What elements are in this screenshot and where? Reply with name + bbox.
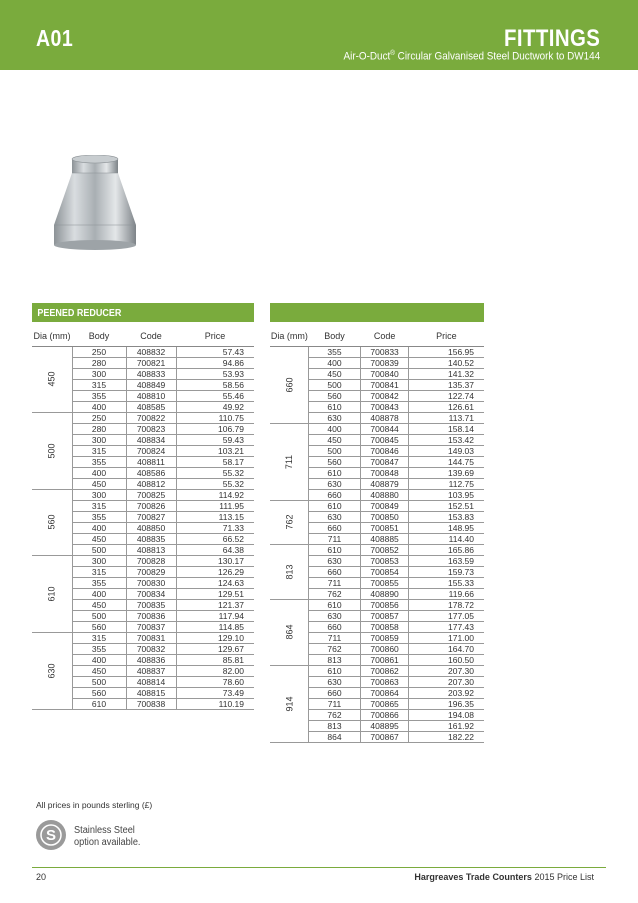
- table-row: [32, 412, 254, 423]
- page-title: FITTINGS: [503, 25, 600, 52]
- body-cell: 762: [309, 643, 361, 654]
- price-cell: 159.73: [409, 566, 484, 577]
- body-cell: 560: [309, 456, 361, 467]
- dia-label: 864: [284, 624, 295, 640]
- price-cell: 129.10: [176, 632, 254, 643]
- price-cell: 111.95: [176, 500, 254, 511]
- code-cell: 700855: [360, 577, 409, 588]
- page-subtitle: [343, 50, 600, 63]
- body-cell: 711: [309, 533, 361, 544]
- table-row: [270, 346, 484, 357]
- code-cell: 408832: [126, 346, 176, 357]
- price-cell: 207.30: [409, 676, 484, 687]
- price-cell: 177.43: [409, 621, 484, 632]
- code-cell: 700862: [360, 665, 409, 676]
- body-cell: 355: [72, 577, 126, 588]
- price-cell: 66.52: [176, 533, 254, 544]
- code-cell: 700842: [360, 390, 409, 401]
- body-cell: 450: [309, 434, 361, 445]
- price-cell: 163.59: [409, 555, 484, 566]
- price-cell: 140.52: [409, 357, 484, 368]
- price-cell: 178.72: [409, 599, 484, 610]
- body-cell: 280: [72, 423, 126, 434]
- table-row: [32, 555, 254, 566]
- body-cell: 450: [72, 478, 126, 489]
- code-cell: 700840: [360, 368, 409, 379]
- body-cell: 610: [72, 698, 126, 709]
- dia-label: 500: [46, 442, 57, 459]
- price-cell: 106.79: [176, 423, 254, 434]
- code-cell: 700841: [360, 379, 409, 390]
- price-cell: 155.33: [409, 577, 484, 588]
- code-cell: 408879: [360, 478, 409, 489]
- price-cell: 55.32: [176, 478, 254, 489]
- price-cell: 182.22: [409, 731, 484, 742]
- code-cell: 700831: [126, 632, 176, 643]
- body-cell: 315: [72, 566, 126, 577]
- body-cell: 300: [72, 368, 126, 379]
- code-cell: 700835: [126, 599, 176, 610]
- code-cell: 408813: [126, 544, 176, 555]
- body-cell: 300: [72, 555, 126, 566]
- price-cell: 141.32: [409, 368, 484, 379]
- code-cell: 408890: [360, 588, 409, 599]
- price-cell: 53.93: [176, 368, 254, 379]
- code-cell: 408849: [126, 379, 176, 390]
- price-cell: 148.95: [409, 522, 484, 533]
- code-cell: 700857: [360, 610, 409, 621]
- body-cell: 560: [72, 687, 126, 698]
- dia-cell: [270, 500, 309, 544]
- dia-label: 450: [46, 371, 57, 387]
- price-cell: 124.63: [176, 577, 254, 588]
- price-cell: 82.00: [176, 665, 254, 676]
- code-cell: 408837: [126, 665, 176, 676]
- code-cell: 700845: [360, 434, 409, 445]
- price-cell: 177.05: [409, 610, 484, 621]
- price-cell: 161.92: [409, 720, 484, 731]
- code-cell: 700827: [126, 511, 176, 522]
- body-cell: 813: [309, 654, 361, 665]
- dia-cell: [270, 544, 309, 599]
- price-cell: 113.15: [176, 511, 254, 522]
- section-title-bar: [32, 303, 254, 322]
- code-cell: 700864: [360, 687, 409, 698]
- price-cell: 113.71: [409, 412, 484, 423]
- dia-cell: [270, 423, 309, 500]
- price-cell: 59.43: [176, 434, 254, 445]
- body-cell: 864: [309, 731, 361, 742]
- body-cell: 630: [309, 412, 361, 423]
- body-cell: 660: [309, 566, 361, 577]
- price-cell: 126.61: [409, 401, 484, 412]
- price-cell: 121.37: [176, 599, 254, 610]
- price-cell: 135.37: [409, 379, 484, 390]
- code-cell: 700860: [360, 643, 409, 654]
- price-cell: 126.29: [176, 566, 254, 577]
- code-cell: 408878: [360, 412, 409, 423]
- price-cell: 55.46: [176, 390, 254, 401]
- code-cell: 408811: [126, 456, 176, 467]
- price-cell: 196.35: [409, 698, 484, 709]
- price-cell: 194.08: [409, 709, 484, 720]
- code-cell: 700863: [360, 676, 409, 687]
- table-row: [270, 500, 484, 511]
- stainless-line1: Stainless Steel: [74, 825, 135, 836]
- col-body: Body: [72, 326, 126, 346]
- code-cell: 700837: [126, 621, 176, 632]
- code-cell: 408850: [126, 522, 176, 533]
- body-cell: 315: [72, 379, 126, 390]
- code-cell: 700839: [360, 357, 409, 368]
- col-body: Body: [309, 326, 361, 346]
- dia-cell: [270, 599, 309, 665]
- price-cell: 94.86: [176, 357, 254, 368]
- code-cell: 700833: [360, 346, 409, 357]
- price-cell: 55.32: [176, 467, 254, 478]
- footer-brand-name: Hargreaves Trade Counters: [414, 872, 532, 882]
- price-cell: 153.83: [409, 511, 484, 522]
- price-table-left: [32, 326, 254, 710]
- col-dia: Dia (mm): [270, 326, 309, 346]
- body-cell: 630: [309, 610, 361, 621]
- col-code: Code: [360, 326, 409, 346]
- body-cell: 400: [72, 654, 126, 665]
- body-cell: 711: [309, 577, 361, 588]
- price-cell: 57.43: [176, 346, 254, 357]
- body-cell: 355: [309, 346, 361, 357]
- body-cell: 630: [309, 555, 361, 566]
- price-cell: 110.19: [176, 698, 254, 709]
- body-cell: 610: [309, 544, 361, 555]
- price-cell: 164.70: [409, 643, 484, 654]
- body-cell: 400: [72, 588, 126, 599]
- dia-cell: [32, 412, 72, 489]
- dia-label: 813: [284, 563, 295, 580]
- body-cell: 560: [309, 390, 361, 401]
- body-cell: 711: [309, 698, 361, 709]
- section-title-bar-right: [270, 303, 484, 322]
- body-cell: 400: [309, 357, 361, 368]
- reducer-product-image: [50, 155, 140, 255]
- dia-label: 762: [284, 514, 295, 530]
- code-cell: 700850: [360, 511, 409, 522]
- currency-note: All prices in pounds sterling (£): [36, 800, 153, 810]
- section-title: PEENED REDUCER: [37, 308, 122, 319]
- price-cell: 58.56: [176, 379, 254, 390]
- footer-suffix: 2015 Price List: [531, 872, 594, 882]
- price-cell: 64.38: [176, 544, 254, 555]
- subtitle-brand: Air-O-Duct: [343, 50, 391, 63]
- code-cell: 700821: [126, 357, 176, 368]
- dia-label: 660: [284, 376, 295, 393]
- section-code: A01: [36, 25, 74, 51]
- code-cell: 700830: [126, 577, 176, 588]
- body-cell: 400: [309, 423, 361, 434]
- body-cell: 400: [72, 522, 126, 533]
- price-cell: 110.75: [176, 412, 254, 423]
- price-cell: 139.69: [409, 467, 484, 478]
- subtitle-text: Circular Galvanised Steel Ductwork to DW144: [394, 50, 600, 63]
- code-cell: 700828: [126, 555, 176, 566]
- price-cell: 103.21: [176, 445, 254, 456]
- price-cell: 117.94: [176, 610, 254, 621]
- dia-label: 610: [46, 585, 57, 602]
- code-cell: 700867: [360, 731, 409, 742]
- dia-cell: [270, 665, 309, 742]
- code-cell: 700836: [126, 610, 176, 621]
- code-cell: 408834: [126, 434, 176, 445]
- body-cell: 280: [72, 357, 126, 368]
- price-cell: 156.95: [409, 346, 484, 357]
- code-cell: 408895: [360, 720, 409, 731]
- body-cell: 355: [72, 456, 126, 467]
- body-cell: 500: [72, 676, 126, 687]
- body-cell: 610: [309, 401, 361, 412]
- price-cell: 114.85: [176, 621, 254, 632]
- code-cell: 700824: [126, 445, 176, 456]
- body-cell: 630: [309, 511, 361, 522]
- body-cell: 300: [72, 434, 126, 445]
- page-number: 20: [36, 872, 47, 882]
- code-cell: 408836: [126, 654, 176, 665]
- body-cell: 610: [309, 467, 361, 478]
- price-cell: 71.33: [176, 522, 254, 533]
- body-cell: 500: [72, 610, 126, 621]
- code-cell: 700823: [126, 423, 176, 434]
- code-cell: 700858: [360, 621, 409, 632]
- price-table-right: [270, 326, 484, 743]
- price-cell: 149.03: [409, 445, 484, 456]
- body-cell: 762: [309, 709, 361, 720]
- code-cell: 408885: [360, 533, 409, 544]
- code-cell: 408880: [360, 489, 409, 500]
- price-cell: 112.75: [409, 478, 484, 489]
- table-row: [32, 489, 254, 500]
- price-cell: 103.95: [409, 489, 484, 500]
- body-cell: 400: [72, 467, 126, 478]
- code-cell: 700849: [360, 500, 409, 511]
- code-cell: 700866: [360, 709, 409, 720]
- code-cell: 700851: [360, 522, 409, 533]
- code-cell: 408833: [126, 368, 176, 379]
- body-cell: 355: [72, 390, 126, 401]
- price-cell: 129.67: [176, 643, 254, 654]
- footer-divider: [32, 867, 606, 868]
- body-cell: 450: [309, 368, 361, 379]
- body-cell: 711: [309, 632, 361, 643]
- body-cell: 400: [72, 401, 126, 412]
- svg-text:S: S: [45, 827, 57, 844]
- body-cell: 315: [72, 632, 126, 643]
- stainless-steel-s-icon: [36, 820, 66, 850]
- code-cell: 700865: [360, 698, 409, 709]
- price-cell: 153.42: [409, 434, 484, 445]
- price-cell: 78.60: [176, 676, 254, 687]
- body-cell: 610: [309, 599, 361, 610]
- table-row: [270, 423, 484, 434]
- body-cell: 500: [309, 445, 361, 456]
- code-cell: 700854: [360, 566, 409, 577]
- code-cell: 408814: [126, 676, 176, 687]
- body-cell: 500: [309, 379, 361, 390]
- body-cell: 762: [309, 588, 361, 599]
- code-cell: 700838: [126, 698, 176, 709]
- code-cell: 408835: [126, 533, 176, 544]
- price-cell: 114.92: [176, 489, 254, 500]
- price-cell: 85.81: [176, 654, 254, 665]
- price-cell: 49.92: [176, 401, 254, 412]
- body-cell: 610: [309, 500, 361, 511]
- code-cell: 700829: [126, 566, 176, 577]
- code-cell: 408585: [126, 401, 176, 412]
- dia-cell: [32, 555, 72, 632]
- body-cell: 355: [72, 643, 126, 654]
- body-cell: 660: [309, 687, 361, 698]
- body-cell: 250: [72, 412, 126, 423]
- body-cell: 500: [72, 544, 126, 555]
- price-cell: 203.92: [409, 687, 484, 698]
- price-cell: 58.17: [176, 456, 254, 467]
- code-cell: 700825: [126, 489, 176, 500]
- code-cell: 408815: [126, 687, 176, 698]
- body-cell: 300: [72, 489, 126, 500]
- body-cell: 250: [72, 346, 126, 357]
- body-cell: 450: [72, 533, 126, 544]
- footer-brand: [414, 872, 594, 882]
- col-price: Price: [409, 326, 484, 346]
- stainless-option-text: [74, 825, 148, 849]
- body-cell: 610: [309, 665, 361, 676]
- code-cell: 700844: [360, 423, 409, 434]
- code-cell: 700848: [360, 467, 409, 478]
- price-cell: 152.51: [409, 500, 484, 511]
- table-row: [270, 544, 484, 555]
- registered-mark: ®: [390, 50, 395, 57]
- stainless-line2: option available.: [74, 837, 141, 848]
- code-cell: 700861: [360, 654, 409, 665]
- code-cell: 700852: [360, 544, 409, 555]
- body-cell: 315: [72, 445, 126, 456]
- body-cell: 315: [72, 500, 126, 511]
- body-cell: 660: [309, 522, 361, 533]
- code-cell: 700843: [360, 401, 409, 412]
- dia-cell: [32, 346, 72, 412]
- code-cell: 408810: [126, 390, 176, 401]
- body-cell: 630: [309, 478, 361, 489]
- price-cell: 144.75: [409, 456, 484, 467]
- code-cell: 700859: [360, 632, 409, 643]
- col-dia: Dia (mm): [32, 326, 72, 346]
- code-cell: 700832: [126, 643, 176, 654]
- code-cell: 700822: [126, 412, 176, 423]
- price-cell: 165.86: [409, 544, 484, 555]
- code-cell: 408812: [126, 478, 176, 489]
- body-cell: 630: [309, 676, 361, 687]
- body-cell: 450: [72, 599, 126, 610]
- price-cell: 207.30: [409, 665, 484, 676]
- price-cell: 122.74: [409, 390, 484, 401]
- body-cell: 560: [72, 621, 126, 632]
- body-cell: 660: [309, 489, 361, 500]
- dia-label: 914: [284, 695, 295, 712]
- col-price: Price: [176, 326, 254, 346]
- body-cell: 813: [309, 720, 361, 731]
- code-cell: 700856: [360, 599, 409, 610]
- table-row: [270, 665, 484, 676]
- table-row: [32, 346, 254, 357]
- price-cell: 130.17: [176, 555, 254, 566]
- col-code: Code: [126, 326, 176, 346]
- dia-cell: [32, 489, 72, 555]
- dia-cell: [270, 346, 309, 423]
- table-row: [32, 632, 254, 643]
- code-cell: 700847: [360, 456, 409, 467]
- dia-label: 560: [46, 514, 57, 530]
- price-cell: 158.14: [409, 423, 484, 434]
- dia-label: 711: [284, 454, 295, 469]
- price-cell: 114.40: [409, 533, 484, 544]
- code-cell: 700846: [360, 445, 409, 456]
- body-cell: 355: [72, 511, 126, 522]
- page-header: [0, 0, 638, 70]
- price-cell: 73.49: [176, 687, 254, 698]
- code-cell: 700826: [126, 500, 176, 511]
- code-cell: 700834: [126, 588, 176, 599]
- code-cell: 408586: [126, 467, 176, 478]
- code-cell: 700853: [360, 555, 409, 566]
- price-cell: 129.51: [176, 588, 254, 599]
- price-cell: 160.50: [409, 654, 484, 665]
- price-cell: 171.00: [409, 632, 484, 643]
- table-row: [270, 599, 484, 610]
- body-cell: 450: [72, 665, 126, 676]
- price-cell: 119.66: [409, 588, 484, 599]
- dia-cell: [32, 632, 72, 709]
- dia-label: 630: [46, 662, 57, 679]
- body-cell: 660: [309, 621, 361, 632]
